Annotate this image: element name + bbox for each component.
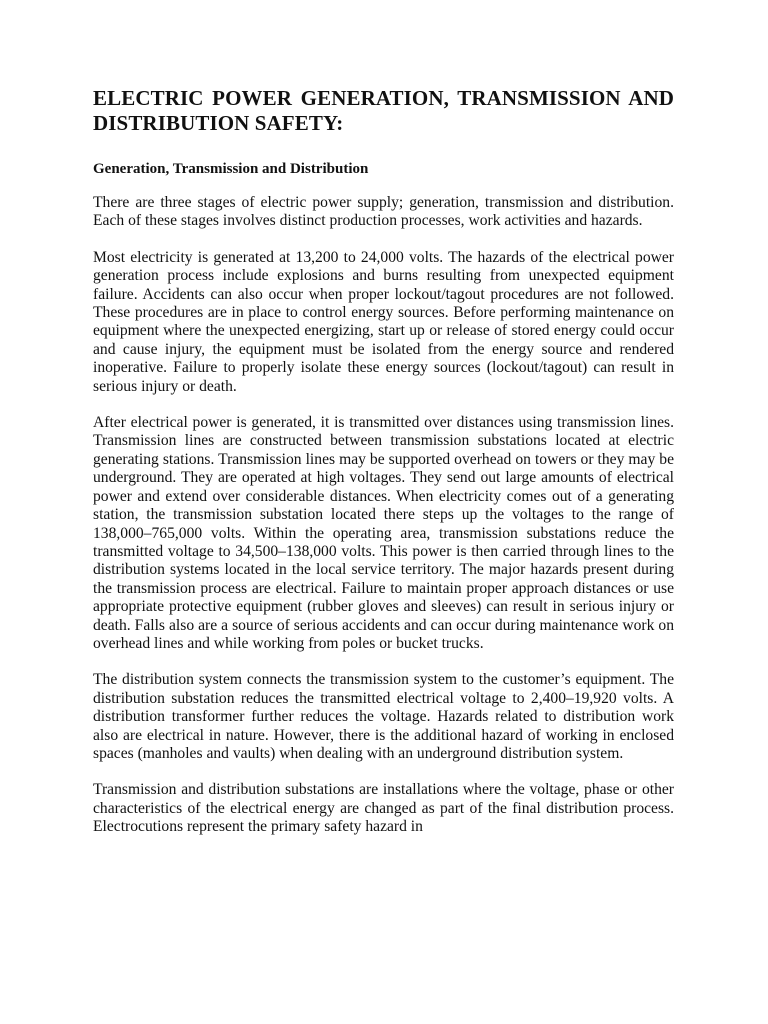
paragraph-generation: Most electricity is generated at 13,200 to 24,000 volts. The hazards of the electrical power generation process include explosions and burns resulting from unexpected equipment failure. Accidents can also occur when proper lockout/tagout procedures are not followed. These procedures are in place to control energy sources. Before performing maintenance on equipment where the unexpected energizing, start up or release of stored energy could occur and cause injury, the equipment must be isolated from the energy source and rendered inoperative. Failure to properly isolate these energy sources (lockout/tagout) can result in serious injury or death. — [93, 248, 674, 395]
paragraph-distribution: The distribution system connects the transmission system to the customer’s equipment. The distribution substation reduces the transmitted electrical voltage to 2,400–19,920 volts. A distribution transformer further reduces the voltage. Hazards related to distribution work also are electrical in nature. However, there is the additional hazard of working in enclosed spaces (manholes and vaults) when dealing with an underground distribution system. — [93, 671, 674, 762]
paragraph-substations: Transmission and distribution substations are installations where the voltage, phase or other characteristics of the electrical energy are changed as part of the final distribution process. Electrocutions represent the primary safety hazard in — [93, 781, 674, 836]
document-title: ELECTRIC POWER GENERATION, TRANSMISSION AND DISTRIBUTION SAFETY: — [93, 86, 674, 135]
section-subtitle: Generation, Transmission and Distribution — [93, 161, 369, 177]
paragraph-stages: There are three stages of electric power supply; generation, transmission and distribution. Each of these stages involves distinct production processes, work activities and hazards. — [93, 194, 674, 230]
paragraph-transmission: After electrical power is generated, it is transmitted over distances using transmission lines. Transmission lines are constructed between transmission substations located at electric generating stations. Transmission lines may be supported overhead on towers or they may be underground. They are operated at high voltages. They send out large amounts of electrical power and extend over considerable distances. When electricity comes out of a generating station, the transmission substation located there steps up the voltages to the range of 138,000–765,000 volts. Within the operating area, transmission substations reduce the transmitted voltage to 34,500–138,000 volts. This power is then carried through lines to the distribution systems located in the local service territory. The major hazards present during the transmission process are electrical. Failure to maintain proper approach distances or use appropriate protective equipment (rubber gloves and sleeves) can result in serious injury or death. Falls also are a source of serious accidents and can occur during maintenance work on overhead lines and while working from poles or bucket trucks. — [93, 414, 674, 652]
document-page — [93, 86, 674, 855]
